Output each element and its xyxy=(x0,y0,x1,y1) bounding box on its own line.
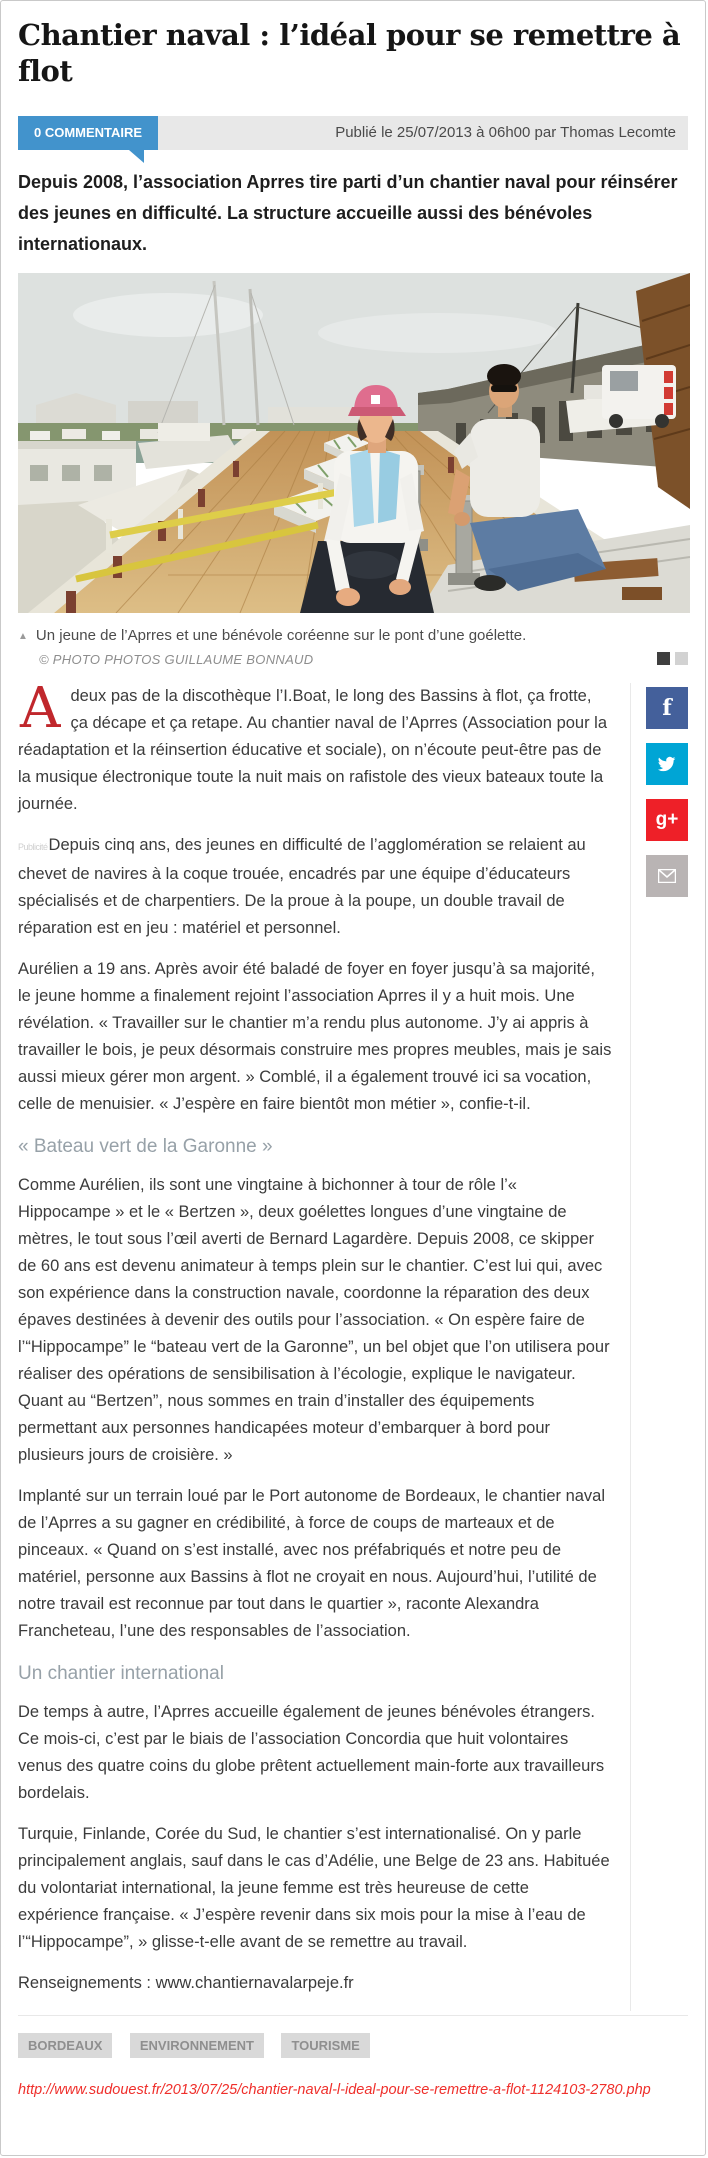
paragraph-renseignements: Renseignements : www.chantiernavalarpeje.fr xyxy=(18,1974,354,1992)
googleplus-icon: g+ xyxy=(655,809,679,830)
twitter-icon xyxy=(656,753,678,775)
lead-paragraph: Depuis 2008, l’association Aprres tire parti d’un chantier naval pour réinsérer des jeunes en difficulté. La structure accueille aussi des bénévoles internationaux. xyxy=(18,172,678,254)
tag-bordeaux[interactable]: BORDEAUX xyxy=(18,2033,112,2058)
paragraph-5: Implanté sur un terrain loué par le Port autonome de Bordeaux, le chantier naval de l’Aprres a su gagner en crédibilité, à force de coups de marteaux et de pinceaux. « Quand on s’est installé, avec nos préfabriqués et notre peu de matériel, personne aux Bassins à flot ne croyait en nous. Aujourd’hui, l’utilité de notre travail est reconnue par tout dans le quartier », raconte Alexandra Francheteau, l’une des responsables de l’association. xyxy=(18,1487,606,1640)
article-photo[interactable] xyxy=(18,273,690,613)
gallery-dot[interactable] xyxy=(675,652,688,665)
social-share-rail xyxy=(646,683,688,2011)
twitter-share-button[interactable] xyxy=(646,743,688,785)
source-url-link[interactable]: http://www.sudouest.fr/2013/07/25/chantier-naval-l-ideal-pour-se-remettre-a-flot-1124103-2780.php xyxy=(18,2082,651,2098)
email-icon xyxy=(658,869,676,883)
email-share-button[interactable] xyxy=(646,855,688,897)
published-meta: Publié le 25/07/2013 à 06h00 par Thomas Lecomte xyxy=(335,124,676,141)
caption-arrow-icon: ▲ xyxy=(18,631,28,642)
tag-environnement[interactable]: ENVIRONNEMENT xyxy=(130,2033,264,2058)
page-title: Chantier naval : l’idéal pour se remettre à flot xyxy=(18,18,681,88)
ad-placeholder-label: Publicité xyxy=(18,842,48,852)
article-body xyxy=(18,676,688,2011)
paragraph-3: Aurélien a 19 ans. Après avoir été baladé de foyer en foyer jusqu’à sa majorité, le jeune homme a finalement rejoint l’association Aprres il y a huit mois. Une révélation. « Travailler sur le chantier m’a rendu plus autonome. J’y ai appris à travailler le bois, je peux désormais construire mes propres meubles, mais je sais aussi mieux gérer mon argent. » Comblé, il a également trouvé ici sa vocation, celle de menuisier. « J’espère en faire bientôt mon métier », confie-t-il. xyxy=(18,960,612,1113)
photo-caption xyxy=(18,625,526,648)
photo-caption-row xyxy=(18,625,688,669)
tags-row xyxy=(18,2015,688,2058)
meta-bar xyxy=(18,116,688,150)
paragraph-6: De temps à autre, l’Aprres accueille également de jeunes bénévoles étrangers. Ce mois-ci, c’est par le biais de l’association Concordia que huit volontaires venus des quatre coins du globe prêtent actuellement main-forte aux travailleurs bordelais. xyxy=(18,1703,605,1802)
paragraph-2 xyxy=(18,832,612,942)
paragraph-7: Turquie, Finlande, Corée du Sud, le chantier s’est internationalisé. On y parle principalement anglais, sauf dans le cas d’Adélie, une Belge de 23 ans. Habituée du volontariat international, la jeune femme est très heureuse de cette expérience française. « J’espère revenir dans six mois pour la mise à l’eau de l’“Hippocampe”, » glisse-t-elle avant de se remettre au travail. xyxy=(18,1825,610,1951)
tag-tourisme[interactable]: TOURISME xyxy=(281,2033,369,2058)
subhead-chantier-international: Un chantier international xyxy=(18,1663,224,1684)
paragraph-1 xyxy=(18,676,612,818)
facebook-icon: f xyxy=(662,695,672,721)
boat-deck-photo-illustration xyxy=(18,273,690,613)
googleplus-share-button[interactable] xyxy=(646,799,688,841)
photo-credit: © PHOTO PHOTOS GUILLAUME BONNAUD xyxy=(39,652,314,667)
article-main-column xyxy=(18,676,631,2011)
paragraph-2-text: Depuis cinq ans, des jeunes en difficulté de l’agglomération se relaient au chevet de navires à la coque trouée, encadrés par une équipe d’éducateurs spécialisés et de charpentiers. De la proue à la poupe, un double travail de réparation est en jeu : matériel et personnel. xyxy=(18,836,586,937)
gallery-dot-active[interactable] xyxy=(657,652,670,665)
paragraph-4: Comme Aurélien, ils sont une vingtaine à bichonner à tour de rôle l’« Hippocampe » et le « Bertzen », deux goélettes longues d’une vingtaine de mètres, le tout sous l’œil averti de Bernard Lagardère. Depuis 2008, ce skipper de 60 ans est devenu animateur à temps plein sur le chantier. C’est lui qui, avec son expérience dans la construction navale, coordonne la réparation des deux épaves destinées à devenir des outils pour l’association. « On espère faire de l’“Hippocampe” le “bateau vert de la Garonne”, un bel objet que l’on utilisera pour réaliser des opérations de sensibilisation à l’écologie, explique le navigateur. Quant au “Bertzen”, nous sommes en train d’installer des équipements permettant aux personnes handicapées moteur d’embarquer à bord pour plusieurs jours de croisière. » xyxy=(18,1176,610,1464)
photo-caption-text: Un jeune de l’Aprres et une bénévole coréenne sur le pont d’une goélette. xyxy=(35,627,527,644)
subhead-bateau-vert: « Bateau vert de la Garonne » xyxy=(18,1136,273,1157)
gallery-dots xyxy=(657,652,688,665)
paragraph-1-text: deux pas de la discothèque l’I.Boat, le long des Bassins à flot, ça frotte, ça décape et ça retape. Au chantier naval de l’Aprres (Association pour la réadaptation et la réinsertion éducative et sociale), on n’écoute peut-être pas de la musique électronique toute la nuit mais on rafistole des vieux bateaux toute la journée. xyxy=(18,687,608,813)
comments-badge[interactable]: 0 COMMENTAIRE xyxy=(18,116,158,150)
facebook-share-button[interactable] xyxy=(646,687,688,729)
dropcap: A xyxy=(20,676,61,741)
